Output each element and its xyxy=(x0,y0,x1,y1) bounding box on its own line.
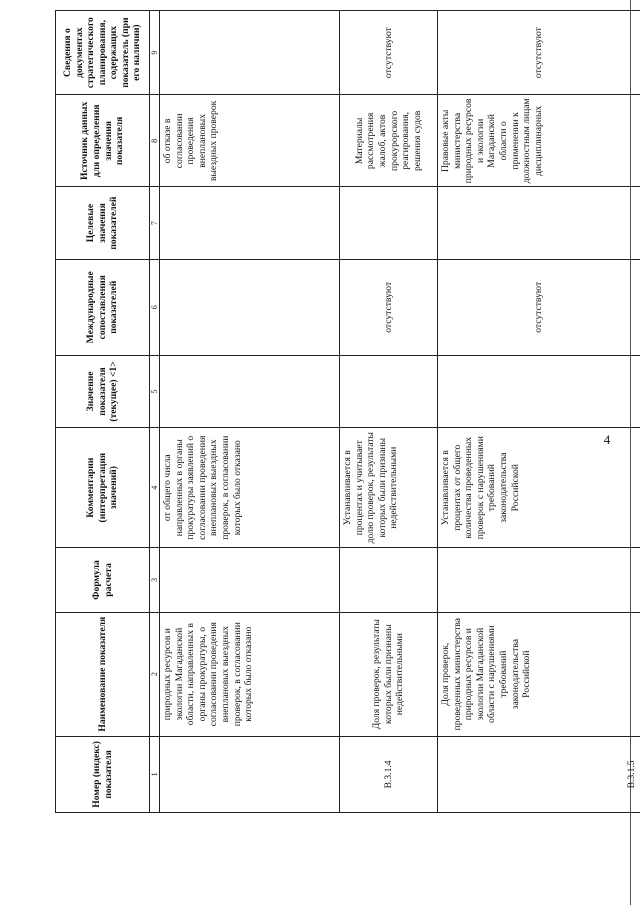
table-row xyxy=(340,11,438,813)
table-row xyxy=(160,11,340,813)
indicator-number-cell: В.3.1.5 xyxy=(438,736,640,812)
source-cell: Правовые акты министерства природных ресурсов и экологии Магаданской области о применении к должностным лицам дисциплинарных xyxy=(438,95,640,187)
column-number-row xyxy=(150,11,160,813)
header-cell: Значение показателя (текущее) <1> xyxy=(56,355,150,427)
header-cell: Международные сопоставления показателей xyxy=(56,259,150,355)
target-cell xyxy=(438,187,640,259)
comment-cell: Устанавливается в процентах и учитывает долю проверок, результаты которых были признаны недействительными xyxy=(340,428,438,548)
indicator-name-cell: Доля проверок, проведенных министерства природных ресурсов и экологии Магаданской области с нарушениями требований законодательства Российской xyxy=(438,612,640,736)
indicator-number-cell: В.3.1.4 xyxy=(340,736,438,812)
column-number: 8 xyxy=(150,95,160,187)
column-number: 5 xyxy=(150,355,160,427)
column-number: 2 xyxy=(150,612,160,736)
column-number: 3 xyxy=(150,548,160,612)
international-cell: отсутствуют xyxy=(438,259,640,355)
header-cell: Формула расчета xyxy=(56,548,150,612)
page-number: 4 xyxy=(603,431,611,447)
indicator-name-cell: природных ресурсов и экологии Магаданской области, направленных в органы прокуратуры, о согласовании проведения внеплановых выездных проверок, в согласовании которых было отказано xyxy=(160,612,340,736)
international-cell: отсутствуют xyxy=(340,259,438,355)
header-cell: Источник данных для определения значения показателя xyxy=(56,95,150,187)
header-row xyxy=(56,11,150,813)
value-cell xyxy=(160,355,340,427)
table-row xyxy=(438,11,640,813)
source-cell: об отказе в согласовании проведения внеплановых выездных проверок xyxy=(160,95,340,187)
formula-cell xyxy=(438,548,640,612)
international-cell xyxy=(160,259,340,355)
formula-cell xyxy=(340,548,438,612)
indicator-name-cell: Доля проверок, результаты которых были признаны недействительными xyxy=(340,612,438,736)
comment-cell: от общего числа направленных в органы прокуратуры заявлений о согласовании проведения внеплановых выездных проверок, в согласовании которых было отказано xyxy=(160,428,340,548)
column-number: 7 xyxy=(150,187,160,259)
header-cell: Целевые значения показателей xyxy=(56,187,150,259)
header-cell: Номер (индекс) показателя xyxy=(56,736,150,812)
formula-cell xyxy=(160,548,340,612)
target-cell xyxy=(340,187,438,259)
column-number: 4 xyxy=(150,428,160,548)
header-cell: Комментарии (интерпретация значений) xyxy=(56,428,150,548)
value-cell xyxy=(438,355,640,427)
column-number: 6 xyxy=(150,259,160,355)
column-number: 1 xyxy=(150,736,160,812)
documents-cell: отсутствуют xyxy=(340,11,438,95)
comment-cell: Устанавливается в процентах от общего количества проведенных проверок с нарушениями требований законодательства Российской xyxy=(438,428,640,548)
documents-cell: отсутствуют xyxy=(438,11,640,95)
header-cell: Сведения о документах стратегического планирования, содержащих показатель (при его наличии) xyxy=(56,11,150,95)
target-cell xyxy=(160,187,340,259)
source-cell: Материалы рассмотрения жалоб, актов прокурорского реагирования, решения судов xyxy=(340,95,438,187)
indicator-number-cell xyxy=(160,736,340,812)
header-cell: Наименование показателя xyxy=(56,612,150,736)
value-cell xyxy=(340,355,438,427)
column-number: 9 xyxy=(150,11,160,95)
indicators-table xyxy=(55,10,640,813)
documents-cell xyxy=(160,11,340,95)
